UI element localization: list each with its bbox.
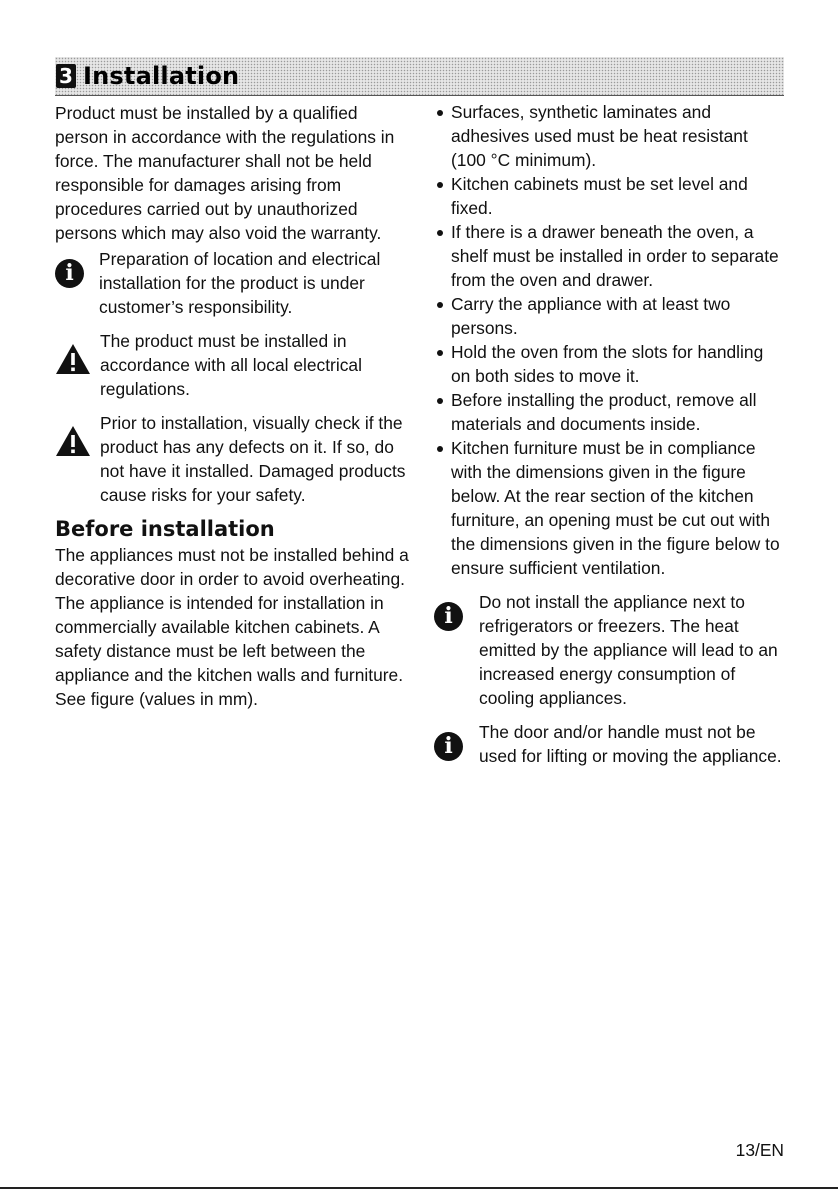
intro-paragraph: Product must be installed by a qualified person in accordance with the regulations in force. The manufacturer shall not be held responsible for damages arising from procedures carried out by unauthorized persons which may also void the warranty. [55,103,395,243]
warning-icon [55,425,91,457]
list-item: Kitchen furniture must be in compliance with the dimensions given in the figure below. At the rear section of the kitchen furniture, an opening must be cut out with the dimensions given in the figure below to ensure sufficient ventilation. [434,436,786,580]
list-item: Hold the oven from the slots for handling on both sides to move it. [434,340,786,388]
requirements-list [434,100,786,580]
info-note-text: Do not install the appliance next to refrigerators or freezers. The heat emitted by the appliance will lead to an increased energy consumption of cooling appliances. [479,592,778,708]
info-note [434,720,786,768]
before-installation-heading: Before installation [55,517,275,541]
info-icon: i [434,602,463,631]
list-item: Before installing the product, remove all materials and documents inside. [434,388,786,436]
warning-note-text: Prior to installation, visually check if the product has any defects on it. If so, do not have it installed. Damaged products cause risks for your safety. [100,413,406,505]
info-icon: i [55,259,84,288]
right-column [434,100,786,768]
list-item: Surfaces, synthetic laminates and adhesives used must be heat resistant (100 °C minimum). [434,100,786,172]
list-item: If there is a drawer beneath the oven, a shelf must be installed in order to separate from the oven and drawer. [434,220,786,292]
info-note [434,590,786,710]
section-title: Installation [83,62,240,90]
info-note [55,247,410,319]
warning-icon [55,343,91,375]
list-item: Kitchen cabinets must be set level and fixed. [434,172,786,220]
warning-note-text: The product must be installed in accordance with all local electrical regulations. [100,331,362,399]
paragraph: The appliance is intended for installation in commercially available kitchen cabinets. A safety distance must be left between the appliance and the kitchen walls and furniture. See figure (values in mm). [55,593,404,709]
footer-divider [0,1187,838,1189]
section-header [55,57,784,96]
list-item: Carry the appliance with at least two persons. [434,292,786,340]
warning-note [55,411,410,507]
left-column [55,100,410,711]
paragraph: The appliances must not be installed behind a decorative door in order to avoid overheating. [55,545,409,589]
page-number: 13/EN [735,1140,784,1160]
section-number-badge: 3 [56,64,76,88]
info-icon: i [434,732,463,761]
warning-note [55,329,410,401]
info-note-text: Preparation of location and electrical installation for the product is under customer’s responsibility. [99,249,381,317]
info-note-text: The door and/or handle must not be used for lifting or moving the appliance. [479,722,782,766]
